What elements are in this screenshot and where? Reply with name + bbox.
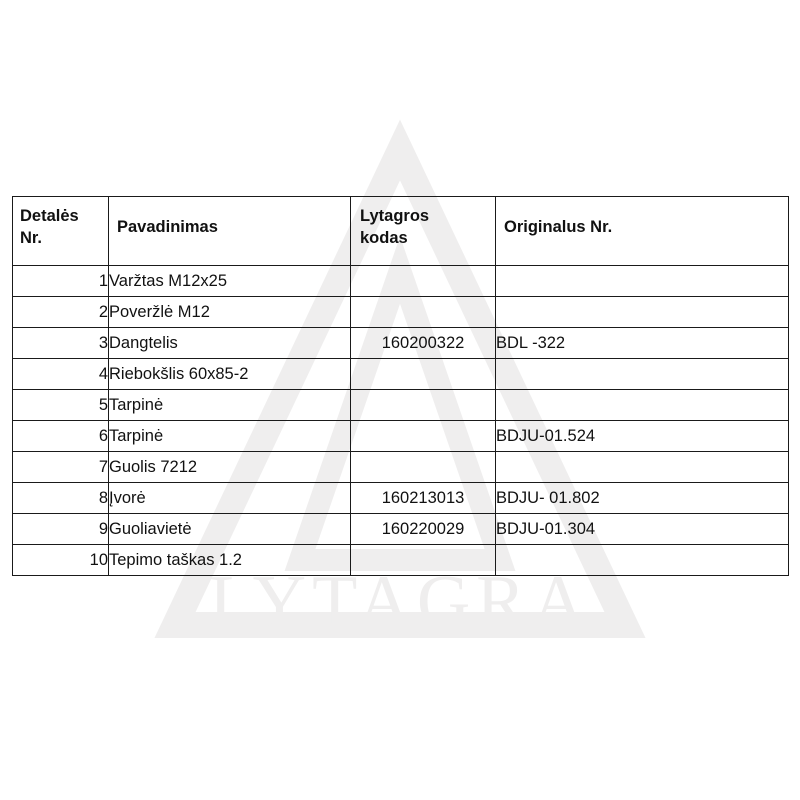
cell-original-nr xyxy=(496,390,789,421)
watermark-text: LYTAGRA xyxy=(208,561,592,643)
column-header-name-label: Pavadinimas xyxy=(117,217,218,236)
cell-lytagra-code xyxy=(351,452,496,483)
table-header xyxy=(13,197,789,266)
column-header-lytagra-code-line1: Lytagros xyxy=(360,206,430,225)
table-row xyxy=(13,297,789,328)
cell-original-nr xyxy=(496,452,789,483)
cell-original-nr xyxy=(496,359,789,390)
cell-detail-nr: 1 xyxy=(13,266,109,297)
cell-name: Poveržlė M12 xyxy=(109,297,351,328)
cell-lytagra-code xyxy=(351,297,496,328)
cell-lytagra-code xyxy=(351,421,496,452)
cell-original-nr xyxy=(496,545,789,576)
column-header-detail-nr-line2: Nr. xyxy=(20,229,43,247)
cell-name: Tarpinė xyxy=(109,390,351,421)
cell-name: Guoliavietė xyxy=(109,514,351,545)
cell-detail-nr: 4 xyxy=(13,359,109,390)
cell-name: Riebokšlis 60x85-2 xyxy=(109,359,351,390)
cell-detail-nr: 5 xyxy=(13,390,109,421)
table-row xyxy=(13,545,789,576)
cell-original-nr: BDJU-01.524 xyxy=(496,421,789,452)
table-row xyxy=(13,514,789,545)
cell-original-nr: BDJU-01.304 xyxy=(496,514,789,545)
table-row xyxy=(13,328,789,359)
cell-name: Dangtelis xyxy=(109,328,351,359)
table-header-row xyxy=(13,197,789,266)
cell-lytagra-code: 160200322 xyxy=(351,328,496,359)
cell-lytagra-code xyxy=(351,266,496,297)
column-header-original-nr-label: Originalus Nr. xyxy=(504,217,613,236)
cell-detail-nr: 8 xyxy=(13,483,109,514)
cell-name: Įvorė xyxy=(109,483,351,514)
cell-name: Guolis 7212 xyxy=(109,452,351,483)
cell-detail-nr: 6 xyxy=(13,421,109,452)
cell-original-nr: BDL -322 xyxy=(496,328,789,359)
column-header-original-nr xyxy=(496,197,789,266)
cell-original-nr xyxy=(496,297,789,328)
cell-detail-nr: 9 xyxy=(13,514,109,545)
cell-detail-nr: 10 xyxy=(13,545,109,576)
column-header-detail-nr xyxy=(13,197,109,266)
cell-detail-nr: 3 xyxy=(13,328,109,359)
table-row xyxy=(13,359,789,390)
table-row xyxy=(13,483,789,514)
table-row xyxy=(13,421,789,452)
cell-name: Tepimo taškas 1.2 xyxy=(109,545,351,576)
cell-detail-nr: 2 xyxy=(13,297,109,328)
cell-original-nr: BDJU- 01.802 xyxy=(496,483,789,514)
cell-lytagra-code xyxy=(351,390,496,421)
cell-detail-nr: 7 xyxy=(13,452,109,483)
cell-lytagra-code: 160213013 xyxy=(351,483,496,514)
cell-lytagra-code: 160220029 xyxy=(351,514,496,545)
cell-name: Tarpinė xyxy=(109,421,351,452)
cell-lytagra-code xyxy=(351,359,496,390)
parts-table-container xyxy=(12,196,788,576)
cell-name: Varžtas M12x25 xyxy=(109,266,351,297)
column-header-lytagra-code xyxy=(351,197,496,266)
column-header-lytagra-code-line2: kodas xyxy=(360,229,408,247)
table-row xyxy=(13,390,789,421)
parts-table xyxy=(12,196,789,576)
column-header-detail-nr-line1: Detalės xyxy=(20,206,79,225)
column-header-name xyxy=(109,197,351,266)
table-row xyxy=(13,452,789,483)
table-body xyxy=(13,266,789,576)
table-row xyxy=(13,266,789,297)
cell-lytagra-code xyxy=(351,545,496,576)
cell-original-nr xyxy=(496,266,789,297)
